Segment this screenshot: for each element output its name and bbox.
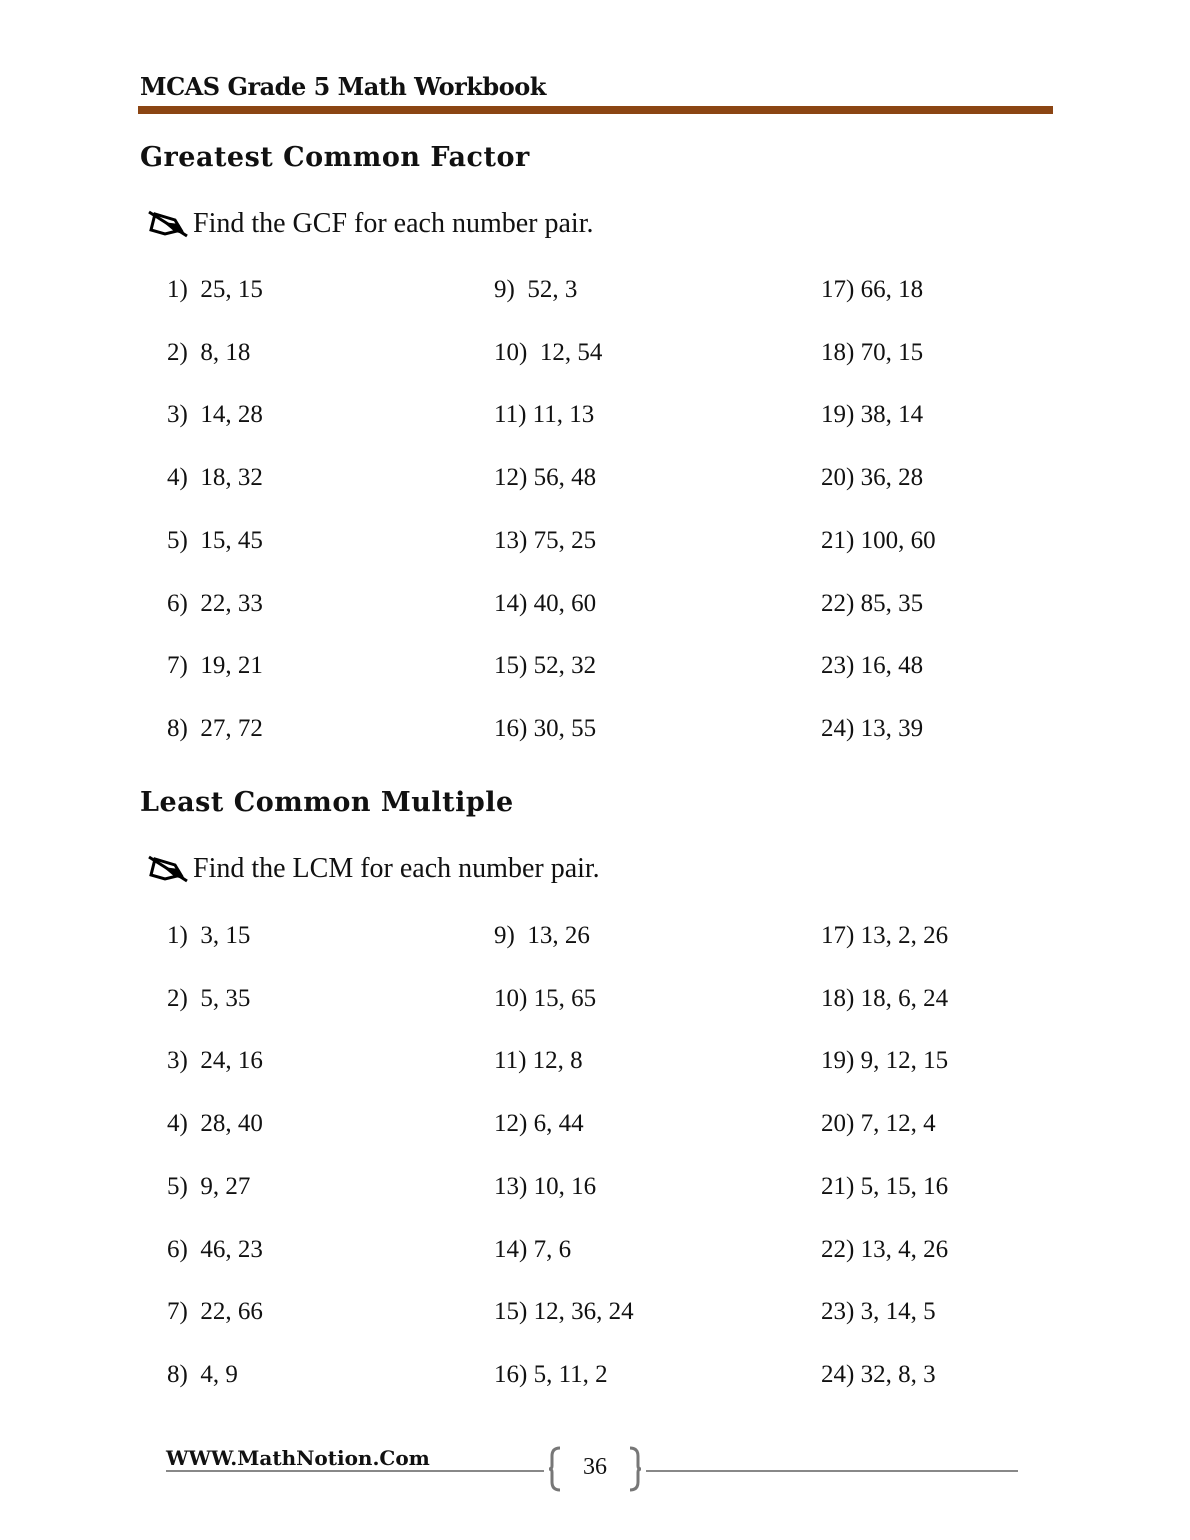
problem-item: 24) 32, 8, 3 <box>821 1360 936 1388</box>
lcm-instruction <box>145 853 600 885</box>
footer-line-left <box>166 1470 544 1472</box>
problem-item: 7) 22, 66 <box>167 1298 263 1326</box>
right-brace-icon <box>628 1446 642 1492</box>
problem-item: 18) 18, 6, 24 <box>821 984 949 1012</box>
problem-item: 16) 5, 11, 2 <box>494 1360 608 1388</box>
problem-item: 1) 3, 15 <box>167 922 251 949</box>
problem-item: 15) 12, 36, 24 <box>494 1298 634 1326</box>
problem-item: 20) 36, 28 <box>821 464 924 492</box>
problem-item: 5) 15, 45 <box>167 526 263 554</box>
problem-item: 13) 10, 16 <box>494 1172 597 1200</box>
problem-item: 13) 75, 25 <box>494 526 597 554</box>
problem-item: 9) 52, 3 <box>494 276 578 303</box>
problem-item: 2) 8, 18 <box>167 338 251 366</box>
problem-item: 8) 27, 72 <box>167 714 263 742</box>
problem-item: 17) 13, 2, 26 <box>821 922 949 949</box>
problem-item: 12) 6, 44 <box>494 1110 584 1138</box>
footer-line-right <box>646 1470 1018 1472</box>
problem-item: 1) 25, 15 <box>167 276 263 303</box>
problem-item: 3) 14, 28 <box>167 401 263 429</box>
problem-item: 8) 4, 9 <box>167 1360 238 1388</box>
problem-item: 9) 13, 26 <box>494 922 590 949</box>
problem-item: 5) 9, 27 <box>167 1172 251 1200</box>
gcf-instruction-text: Find the GCF for each number pair. <box>193 208 594 239</box>
problem-item: 19) 9, 12, 15 <box>821 1047 949 1075</box>
problem-item: 12) 56, 48 <box>494 464 597 492</box>
pencil-icon <box>145 853 191 885</box>
problem-item: 7) 19, 21 <box>167 652 263 680</box>
gcf-instruction <box>145 208 593 240</box>
footer-website: WWW.MathNotion.Com <box>166 1446 430 1470</box>
problem-item: 22) 13, 4, 26 <box>821 1235 949 1263</box>
problem-item: 10) 12, 54 <box>494 338 603 366</box>
problem-item: 3) 24, 16 <box>167 1047 263 1075</box>
problem-item: 4) 18, 32 <box>167 464 263 492</box>
problem-item: 14) 7, 6 <box>494 1235 572 1263</box>
problem-item: 11) 11, 13 <box>494 401 595 429</box>
problem-item: 15) 52, 32 <box>494 652 597 680</box>
lcm-section-title: Least Common Multiple <box>140 787 514 818</box>
lcm-instruction-text: Find the LCM for each number pair. <box>193 853 600 884</box>
problem-item: 10) 15, 65 <box>494 984 597 1012</box>
problem-item: 11) 12, 8 <box>494 1047 583 1075</box>
problem-item: 17) 66, 18 <box>821 276 924 303</box>
problem-item: 23) 16, 48 <box>821 652 924 680</box>
gcf-section-title: Greatest Common Factor <box>140 142 530 173</box>
problem-item: 19) 38, 14 <box>821 401 924 429</box>
problem-item: 22) 85, 35 <box>821 589 924 617</box>
problem-item: 14) 40, 60 <box>494 589 597 617</box>
problem-item: 4) 28, 40 <box>167 1110 263 1138</box>
page-number: 36 <box>583 1454 607 1480</box>
header-rule <box>138 106 1053 114</box>
problem-item: 6) 46, 23 <box>167 1235 263 1263</box>
problem-item: 20) 7, 12, 4 <box>821 1110 936 1138</box>
problem-item: 6) 22, 33 <box>167 589 263 617</box>
problem-item: 24) 13, 39 <box>821 714 924 742</box>
problem-item: 21) 5, 15, 16 <box>821 1172 949 1200</box>
problem-item: 21) 100, 60 <box>821 526 936 554</box>
problem-item: 18) 70, 15 <box>821 338 924 366</box>
problem-item: 16) 30, 55 <box>494 714 597 742</box>
problem-item: 23) 3, 14, 5 <box>821 1298 936 1326</box>
workbook-title: MCAS Grade 5 Math Workbook <box>140 72 546 101</box>
pencil-icon <box>145 208 191 240</box>
problem-item: 2) 5, 35 <box>167 984 251 1012</box>
